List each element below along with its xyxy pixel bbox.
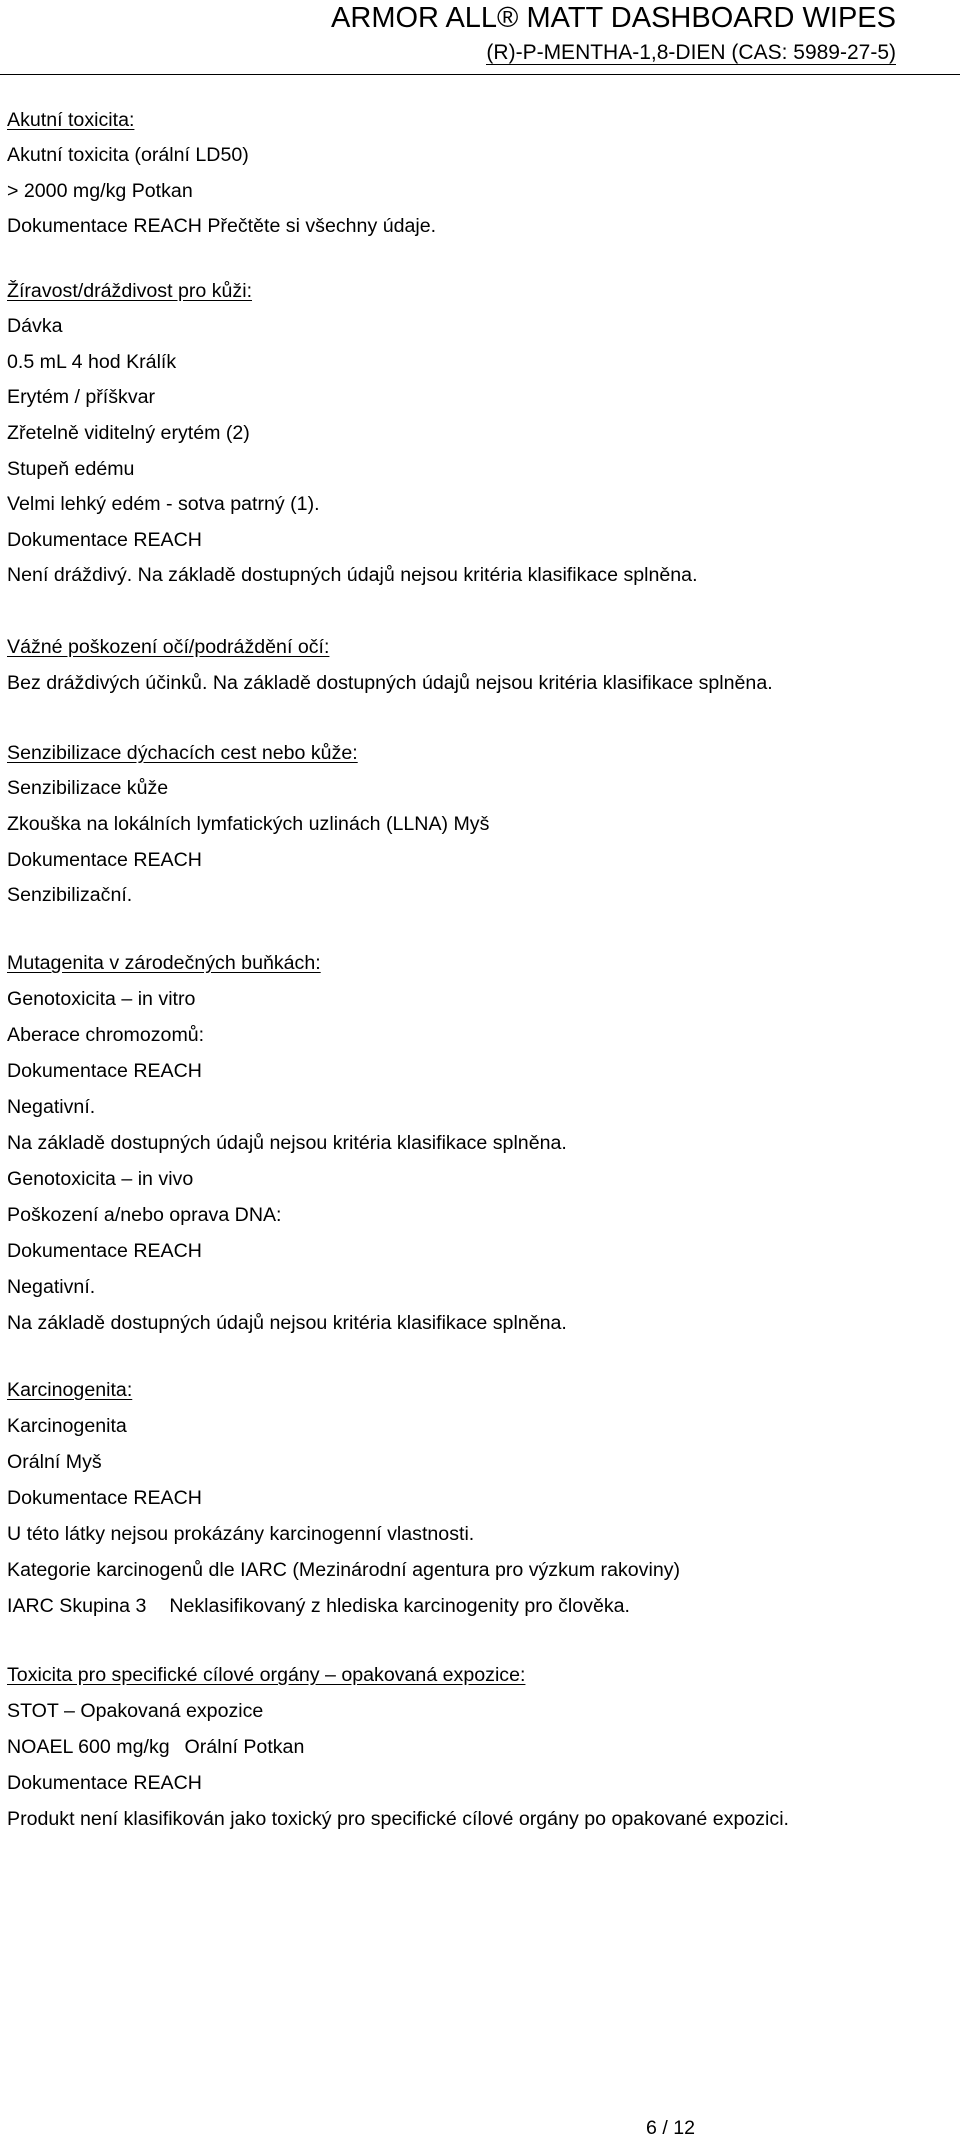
substance-name: (R)-P-MENTHA-1,8-DIEN (CAS: 5989-27-5) xyxy=(486,41,896,64)
sensitization-subheading: Senzibilizace kůže xyxy=(7,777,169,799)
stot-conclusion: Produkt není klasifikován jako toxický pro specifické cílové orgány po opakované expozici. xyxy=(7,1808,789,1830)
genotoxicity-in-vivo-result: Negativní. xyxy=(7,1276,96,1298)
genotoxicity-in-vitro-test: Aberace chromozomů: xyxy=(7,1024,205,1046)
skin-corrosion-heading: Žíravost/dráždivost pro kůži: xyxy=(7,280,253,302)
sensitization-result: Senzibilizační. xyxy=(7,884,133,906)
skin-erythema-value: Zřetelně viditelný erytém (2) xyxy=(7,422,250,444)
acute-toxicity-value: > 2000 mg/kg Potkan xyxy=(7,180,193,202)
sensitization-heading: Senzibilizace dýchacích cest nebo kůže: xyxy=(7,742,358,764)
skin-edema-label: Stupeň edému xyxy=(7,458,135,480)
header-divider xyxy=(0,74,960,75)
iarc-group: IARC Skupina 3 xyxy=(7,1595,147,1617)
iarc-heading: Kategorie karcinogenů dle IARC (Mezinárodní agentura pro výzkum rakoviny) xyxy=(7,1559,681,1581)
stot-heading: Toxicita pro specifické cílové orgány – opakovaná expozice: xyxy=(7,1664,526,1686)
genotoxicity-in-vitro-conclusion: Na základě dostupných údajů nejsou kritéria klasifikace splněna. xyxy=(7,1132,567,1154)
genotoxicity-in-vivo-conclusion: Na základě dostupných údajů nejsou kritéria klasifikace splněna. xyxy=(7,1312,567,1334)
skin-source: Dokumentace REACH xyxy=(7,529,202,551)
iarc-description: Neklasifikovaný z hlediska karcinogenity pro člověka. xyxy=(169,1595,630,1617)
document-title: ARMOR ALL® MATT DASHBOARD WIPES xyxy=(331,2,896,34)
sensitization-source: Dokumentace REACH xyxy=(7,849,202,871)
stot-subheading: STOT – Opakovaná expozice xyxy=(7,1700,264,1722)
mutagenicity-heading: Mutagenita v zárodečných buňkách: xyxy=(7,952,321,974)
carcinogenicity-heading: Karcinogenita: xyxy=(7,1379,133,1401)
genotoxicity-in-vitro-label: Genotoxicita – in vitro xyxy=(7,988,196,1010)
stot-route: Orální Potkan xyxy=(184,1736,305,1758)
carcinogenicity-source: Dokumentace REACH xyxy=(7,1487,202,1509)
acute-toxicity-heading: Akutní toxicita: xyxy=(7,109,135,131)
skin-dose-value: 0.5 mL 4 hod Králík xyxy=(7,351,177,373)
genotoxicity-in-vivo-source: Dokumentace REACH xyxy=(7,1240,202,1262)
stot-noael xyxy=(7,1735,304,1759)
skin-dose-label: Dávka xyxy=(7,315,63,337)
iarc-classification xyxy=(7,1594,630,1618)
carcinogenicity-result: U této látky nejsou prokázány karcinogenní vlastnosti. xyxy=(7,1523,475,1545)
skin-edema-value: Velmi lehký edém - sotva patrný (1). xyxy=(7,493,320,515)
skin-erythema-label: Erytém / příškvar xyxy=(7,386,156,408)
carcinogenicity-subheading: Karcinogenita xyxy=(7,1415,127,1437)
eye-damage-heading: Vážné poškození očí/podráždění očí: xyxy=(7,636,330,658)
page-number: 6 / 12 xyxy=(646,2117,696,2139)
acute-toxicity-subheading: Akutní toxicita (orální LD50) xyxy=(7,144,249,166)
eye-damage-conclusion: Bez dráždivých účinků. Na základě dostupných údajů nejsou kritéria klasifikace splněna. xyxy=(7,672,773,694)
carcinogenicity-route: Orální Myš xyxy=(7,1451,102,1473)
genotoxicity-in-vitro-result: Negativní. xyxy=(7,1096,96,1118)
stot-source: Dokumentace REACH xyxy=(7,1772,202,1794)
genotoxicity-in-vivo-label: Genotoxicita – in vivo xyxy=(7,1168,194,1190)
skin-conclusion: Není dráždivý. Na základě dostupných údajů nejsou kritéria klasifikace splněna. xyxy=(7,564,698,586)
genotoxicity-in-vitro-source: Dokumentace REACH xyxy=(7,1060,202,1082)
sensitization-test: Zkouška na lokálních lymfatických uzlinách (LLNA) Myš xyxy=(7,813,490,835)
stot-noael-value: NOAEL 600 mg/kg xyxy=(7,1736,170,1758)
acute-toxicity-source: Dokumentace REACH Přečtěte si všechny údaje. xyxy=(7,215,437,237)
genotoxicity-in-vivo-test: Poškození a/nebo oprava DNA: xyxy=(7,1204,282,1226)
